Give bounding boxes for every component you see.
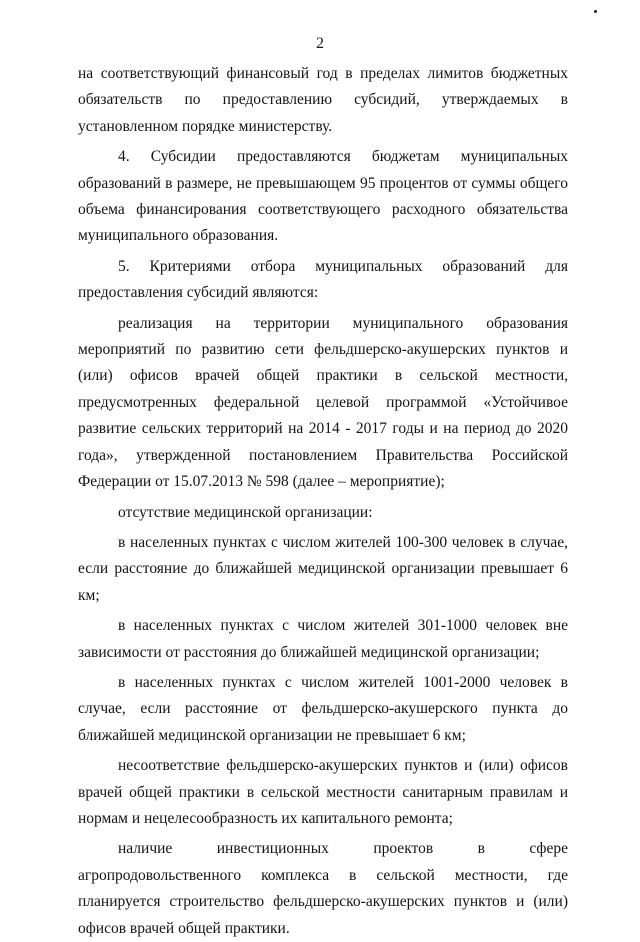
document-body — [78, 61, 568, 942]
criterion-settlements-301-1000: в населенных пунктах с числом жителей 301-1000 человек вне зависимости от расстояния до ближайшей медицинской организации; — [78, 617, 568, 661]
criterion-nonconformity: несоответствие фельдшерско-акушерских пунктов и (или) офисов врачей общей практики в сельской местности санитарным правилам и нормам и нецелесообразность их капитального ремонта; — [78, 757, 568, 827]
paragraph-item-5: 5. Критериями отбора муниципальных образований для предоставления субсидий являются: — [78, 257, 568, 302]
paragraph-item-4: 4. Субсидии предоставляются бюджетам муниципальных образований в размере, не превышающем 95 процентов от суммы общего объема финансирования соответствующего расходного обязательства муниципального образования. — [78, 148, 568, 245]
scan-artifact-dot — [594, 10, 597, 13]
page-number: 2 — [316, 35, 324, 52]
criterion-settlements-1001-2000: в населенных пунктах с числом жителей 1001-2000 человек в случае, если расстояние от фельдшерско-акушерского пункта до ближайшей медицинской организации не превышает 6 км; — [78, 673, 568, 744]
paragraph-continuation: на соответствующий финансовый год в пределах лимитов бюджетных обязательств по предоставлению субсидий, утверждаемых в установленном порядке министерству. — [78, 65, 568, 135]
criterion-implementation: реализация на территории муниципального образования мероприятий по развитию сети фельдшерско-акушерских пунктов и (или) офисов врачей общей практики в сельской местности, предусмотренных федеральной целевой программой «Устойчивое развитие сельских территорий на 2014 - 2017 годы и на период до 2020 года», утвержденной постановлением Правительства Российской Федерации от 15.07.2013 № 598 (далее – мероприятие); — [78, 314, 568, 491]
criterion-investment-projects: наличие инвестиционных проектов в сфере агропродовольственного комплекса в сельской местности, где планируется строительство фельдшерско-акушерских пунктов и (или) офисов врачей общей практики. — [78, 840, 568, 937]
criterion-settlements-100-300: в населенных пунктах с числом жителей 100-300 человек в случае, если расстояние до ближайшей медицинской организации превышает 6 км; — [78, 533, 568, 604]
criterion-no-medical-organization: отсутствие медицинской организации: — [118, 503, 373, 521]
